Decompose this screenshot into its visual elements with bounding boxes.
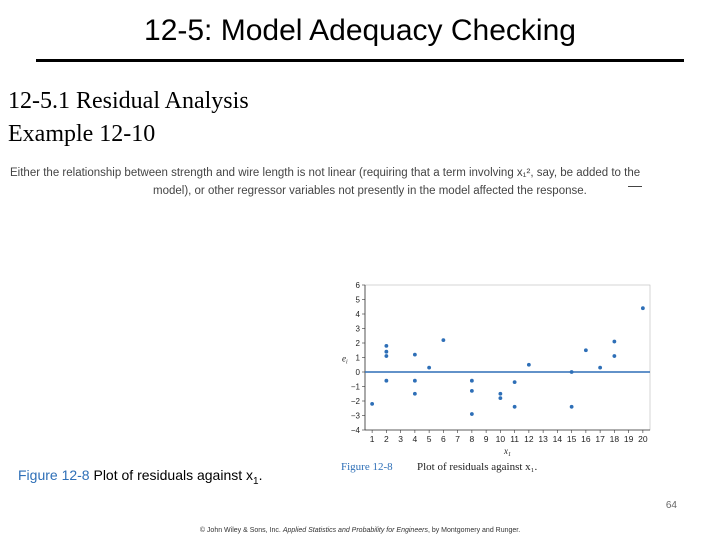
x-tick-label: 10 <box>495 434 506 444</box>
x-axis-label-sub: 1 <box>508 452 511 458</box>
excerpt-dash <box>628 186 642 187</box>
x-tick-label: 4 <box>412 434 418 444</box>
x-tick-label: 2 <box>384 434 389 444</box>
x-tick-label: 1 <box>369 434 375 444</box>
y-tick-label: 0 <box>355 368 360 377</box>
footer-authors: , by Montgomery and Runger. <box>427 527 521 534</box>
copyright-footer <box>0 527 720 534</box>
x-tick-label: 5 <box>426 434 432 444</box>
title-underline <box>36 59 684 62</box>
data-point <box>427 366 431 370</box>
y-tick-label: 4 <box>355 310 360 319</box>
figure-caption-text: Plot of residuals against x <box>93 467 254 483</box>
data-point <box>598 366 602 370</box>
plot-frame <box>365 285 650 430</box>
excerpt-mask <box>10 184 150 206</box>
figure-caption <box>18 467 262 487</box>
chart-figure-label: Figure 12-8 <box>341 461 393 473</box>
x-tick-label: 13 <box>538 434 548 444</box>
data-point <box>470 412 474 416</box>
x-tick-label: 14 <box>552 434 563 444</box>
data-point <box>513 380 517 384</box>
data-point <box>513 405 517 409</box>
y-tick-label: −4 <box>350 426 360 435</box>
figure-caption-label: Figure 12-8 <box>18 467 90 483</box>
chart-figure-text: Plot of residuals against x₁. <box>417 461 538 473</box>
data-point <box>570 370 574 374</box>
y-tick-label: 3 <box>355 324 360 334</box>
x-axis-label: $x_1$ <box>504 446 511 458</box>
data-point <box>370 402 374 406</box>
x-tick-label: 19 <box>623 434 634 444</box>
data-point <box>413 353 417 357</box>
x-tick-label: 15 <box>566 434 577 444</box>
x-tick-label: 3 <box>398 434 403 444</box>
section-heading: 12-5.1 Residual Analysis <box>8 88 249 114</box>
data-point <box>384 344 388 348</box>
page-number: 64 <box>665 500 677 511</box>
x-tick-label: 18 <box>609 434 620 444</box>
y-tick-label: −1 <box>350 382 360 392</box>
data-point <box>384 379 388 383</box>
y-tick-label: 6 <box>355 281 360 290</box>
data-point <box>384 354 388 358</box>
data-point <box>413 392 417 396</box>
x-tick-label: 7 <box>455 434 460 444</box>
y-axis-label: $e_i$ <box>342 353 348 366</box>
data-point <box>570 405 574 409</box>
data-point <box>527 363 531 367</box>
x-tick-label: 12 <box>524 434 534 444</box>
excerpt-line-2: model), or other regressor variables not presently in the model affected the response. <box>153 185 587 197</box>
residual-scatter-plot <box>320 265 660 475</box>
data-point <box>384 350 388 354</box>
data-point <box>498 392 502 396</box>
data-point <box>498 396 502 400</box>
footer-book-title: Applied Statistics and Probability for Engineers <box>282 527 428 534</box>
y-tick-label: −3 <box>350 411 360 421</box>
footer-copyright: © John Wiley & Sons, Inc. <box>199 527 281 534</box>
data-point <box>413 379 417 383</box>
data-point <box>470 389 474 393</box>
x-tick-label: 9 <box>483 434 489 444</box>
y-tick-label: 2 <box>355 339 360 348</box>
x-tick-label: 11 <box>510 434 520 444</box>
example-heading: Example 12-10 <box>8 121 156 147</box>
x-tick-label: 20 <box>638 434 648 444</box>
x-tick-label: 16 <box>581 434 591 444</box>
figure-caption-subscript: 1 <box>253 475 259 487</box>
y-tick-label: 5 <box>355 295 360 305</box>
y-axis-label-sub: i <box>346 359 348 366</box>
slide-title: 12-5: Model Adequacy Checking <box>144 14 576 47</box>
y-tick-label: 1 <box>355 353 360 363</box>
data-point <box>584 348 588 352</box>
x-tick-label: 8 <box>469 434 475 444</box>
data-point <box>470 379 474 383</box>
y-tick-label: −2 <box>350 397 360 406</box>
x-tick-label: 6 <box>441 434 446 444</box>
data-point <box>612 340 616 344</box>
data-point <box>641 306 645 310</box>
data-point <box>441 338 445 342</box>
data-point <box>612 354 616 358</box>
excerpt-line-1: Either the relationship between strength and wire length is not linear (requiring that a term involving x₁², say, be added to the <box>10 167 641 179</box>
x-tick-label: 17 <box>595 434 605 444</box>
figure-caption-period: . <box>258 467 263 483</box>
